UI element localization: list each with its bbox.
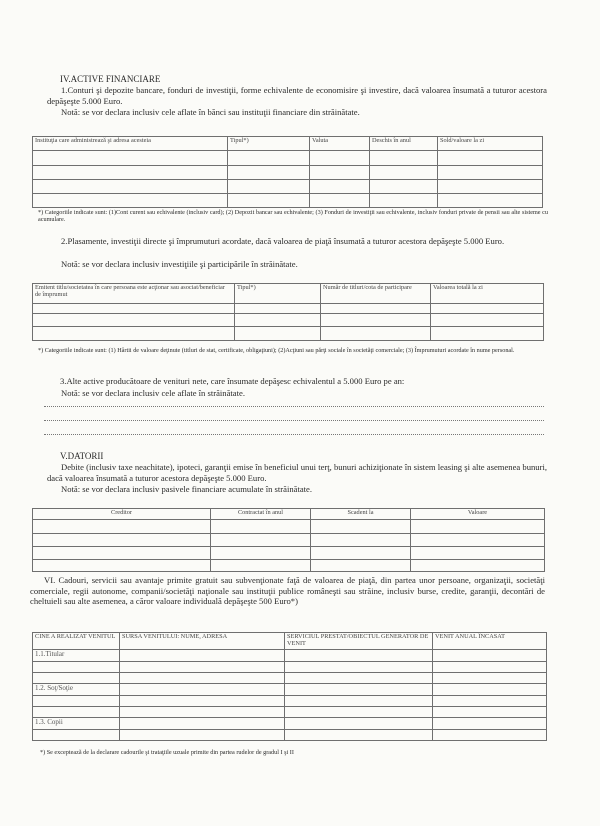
header-currency: Valuta [310,137,370,151]
header-creditor: Creditor [33,509,211,520]
table-row [33,547,545,560]
section-v-paragraph: Debite (inclusiv taxe neachitate), ipoteci, garanţii emise în beneficiul unui terţ, bunuri achiziţionate în sistem leasing şi alte asemenea bunuri, dacă valoarea însumată a tuturor acestora depăşeşte 5.000 Euro. [47,462,547,483]
gifts-table [32,632,547,741]
table-row [33,662,547,673]
table-row [33,304,544,314]
header-type: Tipul*) [228,137,310,151]
section-iv-paragraph-2: 2.Plasamente, investiţii directe şi împrumuturi acordate, dacă valoarea de piaţă însumată a tuturor acestora depăşeşte 5.000 Euro. [61,236,505,246]
footnote-3: *) Se exceptează de la declarare cadourile şi trataţiile uzuale primite din partea rudelor de gradul I şi II [40,749,294,756]
section-iv-note-3: Notă: se vor declara inclusiv cele aflate în străinătate. [61,388,245,398]
header-service: SERVICIUL PRESTAT/OBIECTUL GENERATOR DE VENIT [285,633,433,650]
debts-table [32,508,545,572]
row-label-holder: 1.1.Titular [33,650,120,662]
section-iv-note-2: Notă: se vor declara inclusiv investiţiile şi participările în străinătate. [61,259,298,269]
bank-accounts-table [32,136,543,208]
header-opened-year: Deschis în anul [370,137,438,151]
header-type: Tipul*) [235,284,321,304]
header-issuer: Emitent titlu/societatea în care persoana este acţionar sau asociat/beneficiar de împrumut [33,284,235,304]
section-vi-paragraph: VI. Cadouri, servicii sau avantaje primite gratuit sau subvenţionate faţă de valoarea de piaţă, din partea unor persoane, organizaţii, societăţi comerciale, regii autonome, companii/societăţi naţionale sau instituţii publice româneşti sau străine, inclusiv burse, credite, garanţii, decontări de cheltuieli sau alte asemenea, a căror valoare individuală depăşeşte 500 Euro*) [30,575,545,606]
section-v-note: Notă: se vor declara inclusiv pasivele financiare acumulate în străinătate. [61,484,313,494]
table-row [33,673,547,684]
header-balance: Sold/valoare la zi [438,137,543,151]
table-row [33,650,547,662]
table-row [33,194,543,208]
table-row [33,151,543,166]
row-label-spouse: 1.2. Soţ/Soţie [33,684,120,696]
footnote-2: *) Categoriile indicate sunt: (1) Hârtii de valoare deţinute (titluri de stat, certificate, obligaţiuni); (2)Acţiuni sau părţi sociale în societăţi comerciale; (3) Împrumuturi acordate în nume personal. [38,347,515,354]
dotted-line [44,406,544,407]
header-annual-income: VENIT ANUAL ÎNCASAT [433,633,547,650]
table-row [33,520,545,534]
table-row [33,696,547,707]
table-row [33,166,543,180]
header-income-source: SURSA VENITULUI: NUME, ADRESA [120,633,285,650]
table-row [33,314,544,327]
table-row [33,718,547,730]
section-v-title: V.DATORII [60,451,104,461]
table-row [33,560,545,572]
header-who-received: CINE A REALIZAT VENITUL [33,633,120,650]
dotted-line [44,434,544,435]
section-iv-paragraph-1: 1.Conturi şi depozite bancare, fonduri de investiţii, forme echivalente de economisire şi investire, dacă valoarea însumată a tuturor acestora depăşeşte 5.000 Euro. [47,85,547,106]
header-total-value: Valoarea totală la zi [431,284,544,304]
table-row [33,707,547,718]
row-label-children: 1.3. Copii [33,718,120,730]
header-shares: Număr de titluri/cota de participare [321,284,431,304]
header-contracted-year: Contractat în anul [211,509,311,520]
table-row [33,327,544,341]
investments-table [32,283,544,341]
header-value: Valoare [411,509,545,520]
table-row [33,730,547,741]
header-due-date: Scadent la [311,509,411,520]
table-row [33,684,547,696]
footnote-1: *) Categoriile indicate sunt: (1)Cont curent sau echivalente (inclusiv card); (2) Depozit bancar sau echivalente; (3) Fonduri de investiţii sau echivalente, inclusiv fonduri private de pensii sau alte sisteme cu acumulare. [38,209,548,224]
table-row [33,180,543,194]
section-iv-note-1: Notă: se vor declara inclusiv cele aflate în bănci sau instituţii financiare din străinătate. [61,107,360,117]
section-iv-paragraph-3: 3.Alte active producătoare de venituri nete, care însumate depăşesc echivalentul a 5.000 Euro pe an: [60,376,405,386]
table-row [33,534,545,547]
section-iv-title: IV.ACTIVE FINANCIARE [60,74,161,84]
dotted-line [44,420,544,421]
header-institution: Instituţia care administrează şi adresa acesteia [33,137,228,151]
